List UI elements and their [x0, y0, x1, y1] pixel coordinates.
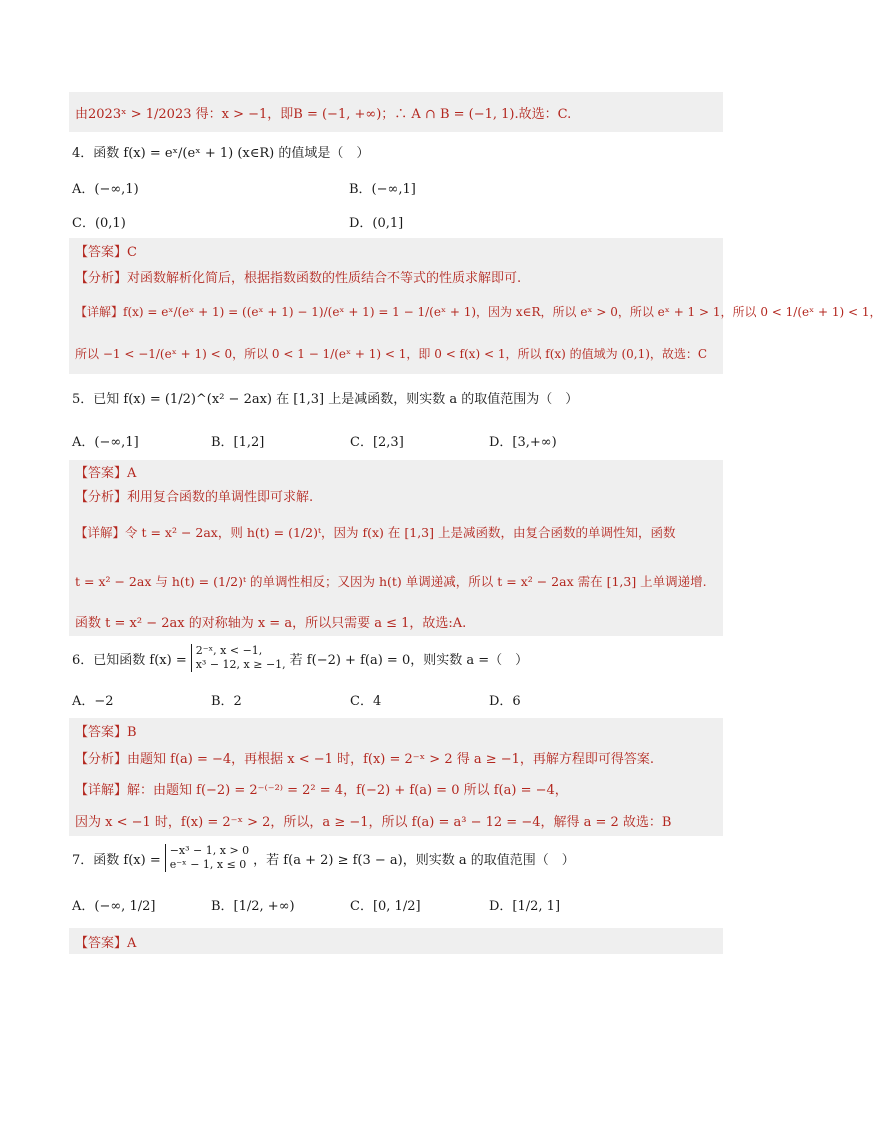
q4-analysis: 【分析】对函数解析化简后，根据指数函数的性质结合不等式的性质求解即可. — [69, 262, 723, 290]
previous-solution-line — [69, 92, 723, 132]
q7-piecewise-brace: −x³ − 1, x > 0 e⁻ˣ − 1, x ≤ 0 — [165, 844, 249, 872]
q5-option-c: C．[2,3] — [350, 434, 404, 450]
q4-detail-line-2: 所以 −1 < −1/(eˣ + 1) < 0，所以 0 < 1 − 1/(eˣ + 1) < 1，即 0 < f(x) < 1，所以 f(x) 的值域为 (0,1)，故选：C — [69, 332, 723, 374]
q6-option-a: A．−2 — [72, 693, 114, 709]
q6-option-b: B．2 — [211, 693, 242, 709]
q6-option-c: C．4 — [350, 693, 382, 709]
q5-answer: 【答案】A — [69, 460, 723, 482]
q7-option-d: D．[1/2, 1] — [489, 898, 561, 914]
question-5-options — [69, 420, 723, 460]
question-7-options — [69, 880, 723, 928]
q6-piecewise-brace: 2⁻ˣ, x < −1, x³ − 12, x ≥ −1, — [191, 644, 286, 672]
q6-detail-line-1: 【详解】解：由题知 f(−2) = 2⁻⁽⁻²⁾ = 2² = 4，f(−2) + f(a) = 0 所以 f(a) = −4， — [69, 772, 723, 804]
question-6-options — [69, 680, 723, 718]
q6-answer: 【答案】B — [69, 718, 723, 742]
question-7-stem: 7．函数 f(x) = −x³ − 1, x > 0 e⁻ˣ − 1, x ≤ 0 ，若 f(a + 2) ≥ f(3 − a)，则实数 a 的取值范围（ ） — [72, 844, 575, 871]
document-page — [69, 92, 882, 954]
q7-answer: 【答案】A — [69, 928, 723, 954]
q4-detail-line-1: 【详解】f(x) = eˣ/(eˣ + 1) = ((eˣ + 1) − 1)/(eˣ + 1) = 1 − 1/(eˣ + 1)，因为 x∈R，所以 eˣ > 0，所以 eˣ + 1 > 1，所以 0 < 1/(eˣ + 1) < 1， — [69, 290, 723, 332]
q4-option-a: A．(−∞,1) — [72, 181, 139, 197]
q5-analysis: 【分析】利用复合函数的单调性即可求解. — [69, 482, 723, 508]
q6-option-d: D．6 — [489, 693, 521, 709]
q6-analysis: 【分析】由题知 f(a) = −4，再根据 x < −1 时，f(x) = 2⁻ˣ > 2 得 a ≥ −1，再解方程即可得答案. — [69, 742, 723, 772]
q4-option-d: D．(0,1] — [349, 215, 404, 231]
question-4-stem: 4．函数 f(x) = eˣ/(eˣ + 1) (x∈R) 的值域是（ ） — [72, 145, 370, 161]
question-4-options-row-1 — [69, 170, 723, 204]
previous-solution-text: 由2023ˣ > 1/2023 得：x > −1，即B = (−1, +∞)；∴ A ∩ B = (−1, 1).故选：C. — [75, 106, 572, 122]
q7-option-b: B．[1/2, +∞) — [211, 898, 295, 914]
question-5-stem: 5．已知 f(x) = (1/2)^(x² − 2ax) 在 [1,3] 上是减函数，则实数 a 的取值范围为（ ） — [72, 391, 579, 407]
question-6-stem: 6．已知函数 f(x) = 2⁻ˣ, x < −1, x³ − 12, x ≥ −1, 若 f(−2) + f(a) = 0，则实数 a =（ ） — [72, 644, 529, 671]
question-4-options-row-2 — [69, 204, 723, 238]
q5-detail-line-3: 函数 t = x² − 2ax 的对称轴为 x = a，所以只需要 a ≤ 1，故选:A. — [69, 606, 723, 636]
q5-option-b: B．[1,2] — [211, 434, 265, 450]
q5-detail-line-2: t = x² − 2ax 与 h(t) = (1/2)ᵗ 的单调性相反；又因为 h(t) 单调递减，所以 t = x² − 2ax 需在 [1,3] 上单调递增. — [69, 556, 723, 606]
q4-option-c: C．(0,1) — [72, 215, 126, 231]
q7-option-c: C．[0, 1/2] — [350, 898, 421, 914]
q5-detail-line-1: 【详解】令 t = x² − 2ax，则 h(t) = (1/2)ᵗ，因为 f(x) 在 [1,3] 上是减函数，由复合函数的单调性知，函数 — [69, 508, 723, 556]
q4-answer: 【答案】C — [69, 238, 723, 262]
q5-option-d: D．[3,+∞) — [489, 434, 557, 450]
q6-detail-line-2: 因为 x < −1 时，f(x) = 2⁻ˣ > 2，所以，a ≥ −1，所以 f(a) = a³ − 12 = −4，解得 a = 2 故选：B — [69, 804, 723, 836]
q5-option-a: A．(−∞,1] — [72, 434, 139, 450]
q4-option-b: B．(−∞,1] — [349, 181, 416, 197]
q7-option-a: A．(−∞, 1/2] — [72, 898, 156, 914]
